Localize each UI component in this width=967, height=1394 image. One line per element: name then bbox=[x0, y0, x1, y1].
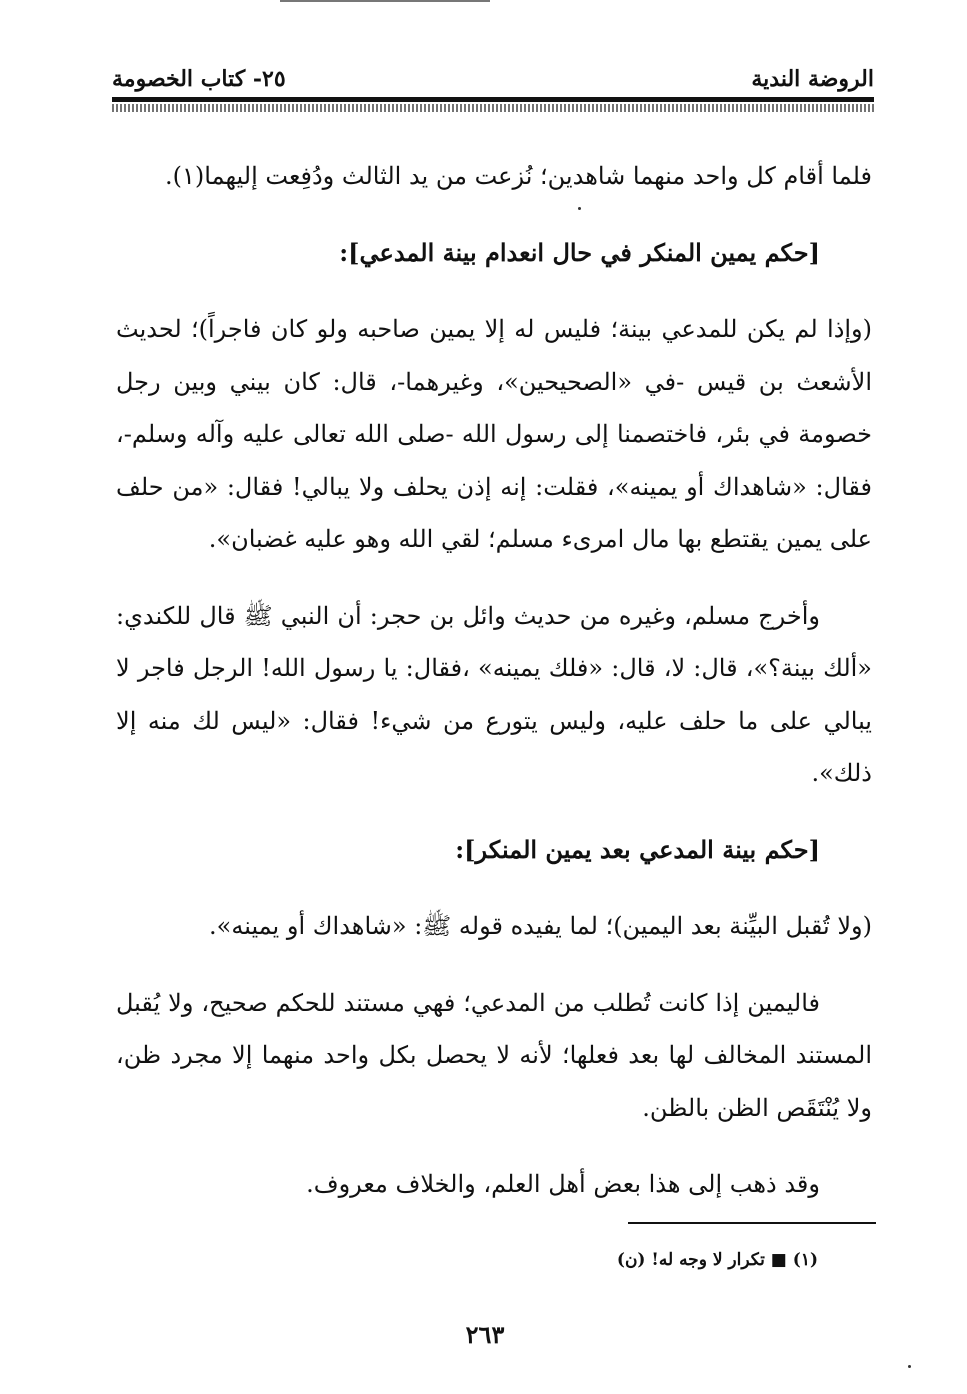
running-header bbox=[112, 60, 874, 94]
main-text bbox=[116, 150, 872, 1211]
footnote: (١) ■ تكرار لا وجه له! (ن) bbox=[616, 1250, 818, 1270]
header-rule bbox=[112, 97, 874, 102]
chapter-title: ٢٥- كتاب الخصومة bbox=[112, 66, 286, 92]
section-heading-2: [حكم بينة المدعي بعد يمين المنكر]: bbox=[455, 834, 820, 864]
paragraph-1: فلما أقام كل واحد منهما شاهدين؛ نُزعت من يد الثالث ودُفِعت إليهما(١). bbox=[165, 162, 872, 190]
footnote-rule bbox=[628, 1222, 876, 1224]
top-edge-rule bbox=[280, 0, 490, 2]
page-number: ٢٦٣ bbox=[465, 1320, 505, 1349]
paragraph-3: وأخرج مسلم، وغيره من حديث وائل بن حجر: أن النبي ﷺ قال للكندي: «ألك بينة؟»، قال: لا، قال: «فلك يمينه» ،فقال: يا رسول الله! الرجل فاجر لا يبالي على ما حلف عليه، وليس يتورع من شيء! فقال: «ليس لك منه إلا ذلك». bbox=[116, 601, 872, 787]
section-heading-1: [حكم يمين المنكر في حال انعدام بينة المدعي]: bbox=[339, 237, 820, 267]
book-title: الروضة الندية bbox=[751, 66, 874, 92]
paragraph-2: (وإذا لم يكن للمدعي بينة؛ فليس له إلا يمين صاحبه ولو كان فاجراً)؛ لحديث الأشعث بن قيس -في «الصحيحين»، وغيرهما-، قال: كان بيني وبين رجل خصومة في بئر، فاختصمنا إلى رسول الله -صلى الله تعالى عليه وآله وسلم-، فقال: «شاهداك أو يمينه»، فقلت: إنه إذن يحلف ولا يبالي! فقال: «من حلف على يمين يقتطع بها مال امرىء مسلم؛ لقي الله وهو عليه غضبان». bbox=[116, 315, 872, 553]
header-dotted-rule bbox=[112, 104, 874, 112]
paragraph-4: (ولا تُقبل البيِّنة بعد اليمين)؛ لما يفيده قوله ﷺ: «شاهداك أو يمينه». bbox=[209, 912, 872, 940]
scan-speck bbox=[578, 207, 581, 210]
paragraph-6: وقد ذهب إلى هذا بعض أهل العلم، والخلاف معروف. bbox=[306, 1170, 820, 1198]
scan-speck bbox=[908, 1365, 911, 1368]
paragraph-5: فاليمين إذا كانت تُطلب من المدعي؛ فهي مستند للحكم صحيح، ولا يُقبل المستند المخالف لها بعد فعلها؛ لأنه لا يحصل بكل واحد منهما إلا مجرد ظن، ولا يُنْتَقَص الظن بالظن. bbox=[116, 988, 872, 1122]
